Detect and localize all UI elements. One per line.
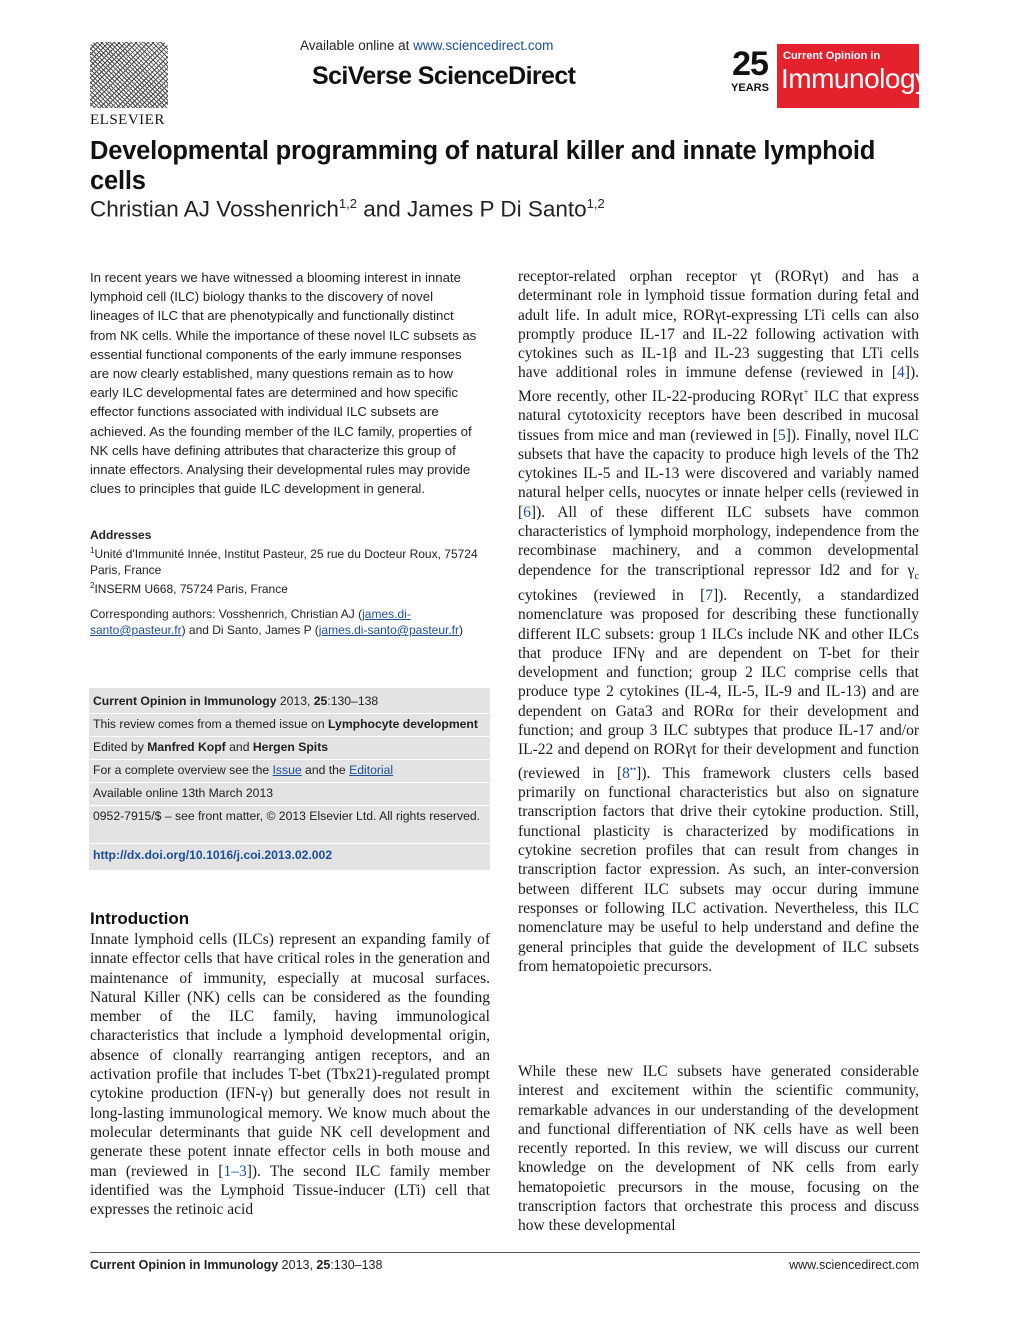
author-1: Christian AJ Vosshenrich [90,196,339,222]
info-divider [89,782,490,783]
info-overview: For a complete overview see the Issue and the Editorial [93,763,394,777]
right-paragraph-1: receptor-related orphan receptor γt (RORγt) and has a determinant role in lymphoid tissue formation during fetal and adult life. In adult mice, RORγt-expressing LTi cells can also promptly produce IL-17 and IL-22 following activation with cytokines such as IL-1β and IL-23 suggesting that LTi cells have additional roles in immune defense (reviewed in [4]). More recently, other IL-22-producing RORγt+ ILC that express natural cytotoxicity receptors have been described in mucosal tissues from mice and man (reviewed in [5]). Finally, novel ILC subsets that have the capacity to produce high levels of the Th2 cytokines IL-5 and IL-13 were discovered and variably named natural helper cells, nuocytes or innate helper cells (reviewed in [6]). All of these different ILC subsets have common characteristics of lymphoid morphology, independence from the recombinase machinery, and a common developmental dependence for the transcriptional repressor Id2 and for $\gamma_c$ cytokines (reviewed in [7]). Recently, a standardized nomenclature was proposed for describing these functionally different ILC subsets: group 1 ILCs include NK and other ILCs that produce IFNγ and are dependent on T-bet for their development and function; group 2 ILC comprise cells that produce type 2 cytokines (IL-4, IL-5, IL-9 and IL-13) and are dependent on Gata3 and RORα for their development and function; and group 3 ILC subtypes that produce IL-17 and/or IL-22 and depend on RORγt for their development and function (reviewed in [8••]). This framework clusters cells based primarily on functional characteristics but also on signature transcription factors that drive their cytokine production. Still, functional plasticity is characterized by modifications in cytokine secretion profiles that can result from changes in transcription factor expression. As such, an inter-conversion between different ILC subsets may occur during immune responses or following ILC activation. Nevertheless, this ILC nomenclature may be useful to help understand and define the general principles that guide the development of ILC subsets from hematopoietic precursors. [518,268,919,975]
author-2: James P Di Santo [407,196,587,222]
journal-logo [725,44,929,108]
info-citation: Current Opinion in Immunology 2013, 25:130–138 [93,694,379,708]
article-authors [90,196,930,223]
footer-url[interactable]: www.sciencedirect.com [789,1258,919,1272]
info-divider [89,843,490,844]
issue-link[interactable]: Issue [272,763,302,777]
abstract: In recent years we have witnessed a blooming interest in innate lymphoid cell (ILC) biology thanks to the discovery of novel lineages of ILC that are phenotypically and functionally distinct from NK cells. While the importance of these novel ILC subsets as essential functional components of the early immune responses are now clearly established, many questions remain as to how early ILC developmental fates are determined and how specific effector functions associated with individual ILC subsets are achieved. As the founding member of the ILC family, properties of NK cells have defining attributes that characterize this group of innate effectors. Analysing their developmental rules may provide clues to principles that guide ILC development in general. [90,270,477,497]
reference-link[interactable]: 5 [777,426,786,444]
info-theme: This review comes from a themed issue on Lymphocyte development [93,717,478,731]
author-1-affiliation: 1,2 [338,196,357,211]
elsevier-wordmark: ELSEVIER [90,112,165,128]
info-available: Available online 13th March 2013 [93,786,274,800]
anniversary-badge [725,44,775,108]
reference-link[interactable]: 6 [523,503,531,521]
info-copyright: 0952-7915/$ – see front matter, © 2013 Elsevier Ltd. All rights reserved. [93,809,481,823]
reference-marks: •• [629,763,637,774]
address-2: $^2$INSERM U668, 75724 Paris, France [90,581,288,596]
article-title: Developmental programming of natural killer and innate lymphoid cells [90,137,876,195]
corresponding-authors: Corresponding authors: Vosshenrich, Christian AJ (james.di-santo@pasteur.fr) and Di Santo, James P (james.di-santo@pasteur.fr) [90,607,464,637]
email-link-2[interactable]: james.di-santo@pasteur.fr [318,623,460,637]
addresses-heading: Addresses [90,528,152,542]
article-info-box [89,688,490,870]
doi-link[interactable]: http://dx.doi.org/10.1016/j.coi.2013.02.002 [93,848,333,862]
elsevier-logo [90,42,168,130]
addresses [90,527,482,597]
badge-number: 25 [732,45,768,83]
journal-logo-small: Current Opinion in [783,50,881,62]
introduction-heading: Introduction [90,909,190,928]
badge-years: YEARS [731,82,769,94]
reference-link[interactable]: 8 [622,764,630,782]
info-divider [89,759,490,760]
reference-link[interactable]: 1–3 [223,1162,247,1180]
intro-paragraph-1: Innate lymphoid cells (ILCs) represent an expanding family of innate effector cells that have critical roles in the generation and maintenance of immunity, especially at mucosal surfaces. Natural Killer (NK) cells can be considered as the founding member of the ILC family, having immunological characteristics that include a lymphoid developmental origin, absence of clonally rearranging antigen receptors, and an activation profile that includes T-bet (Tbx21)-regulated prompt cytokine production (IFN-γ) but generally does not result in long-lasting immunological memory. We know much about the molecular determinants that guide NK cell development and generate these potent innate effector cells in both mouse and man (reviewed in [1–3]). The second ILC family member identified was the Lymphoid Tissue-inducer (LTi) cell that expresses the retinoic acid [90,931,490,1219]
address-1: $^1$Unité d'Immunité Innée, Institut Pasteur, 25 rue du Docteur Roux, 75724 Paris, France [90,546,478,577]
info-divider [89,736,490,737]
sciencedirect-link[interactable]: www.sciencedirect.com [413,38,554,53]
footer-citation: Current Opinion in Immunology 2013, 25:130–138 [90,1258,383,1272]
reference-link[interactable]: 4 [897,364,905,382]
authors-and: and [356,196,407,222]
right-paragraph-2: While these new ILC subsets have generated considerable interest and excitement within the scientific community, remarkable advances in our understanding of the development and functional differentiation of NK cells have as well been recently reported. In this review, we will discuss our current knowledge on the development of NK cells from early hematopoietic precursors in the mouse, focusing on the transcription factors that orchestrate this process and discuss how these developmental [518,1063,919,1235]
reference-link[interactable]: 7 [705,587,713,604]
info-divider [89,805,490,806]
editorial-link[interactable]: Editorial [349,763,394,777]
info-divider [89,713,490,714]
sciverse-sciencedirect-title: SciVerse ScienceDirect [312,62,576,90]
journal-logo-box [777,44,929,108]
elsevier-tree-icon [90,42,168,108]
email-link-1[interactable]: james.di-santo@pasteur.fr [90,607,411,637]
available-online: Available online at www.sciencedirect.com [300,38,554,53]
journal-logo-big: Immunology [781,63,929,94]
info-editors: Edited by Manfred Kopf and Hergen Spits [93,740,329,754]
author-2-affiliation: 1,2 [586,196,605,211]
footer-divider [90,1252,920,1253]
